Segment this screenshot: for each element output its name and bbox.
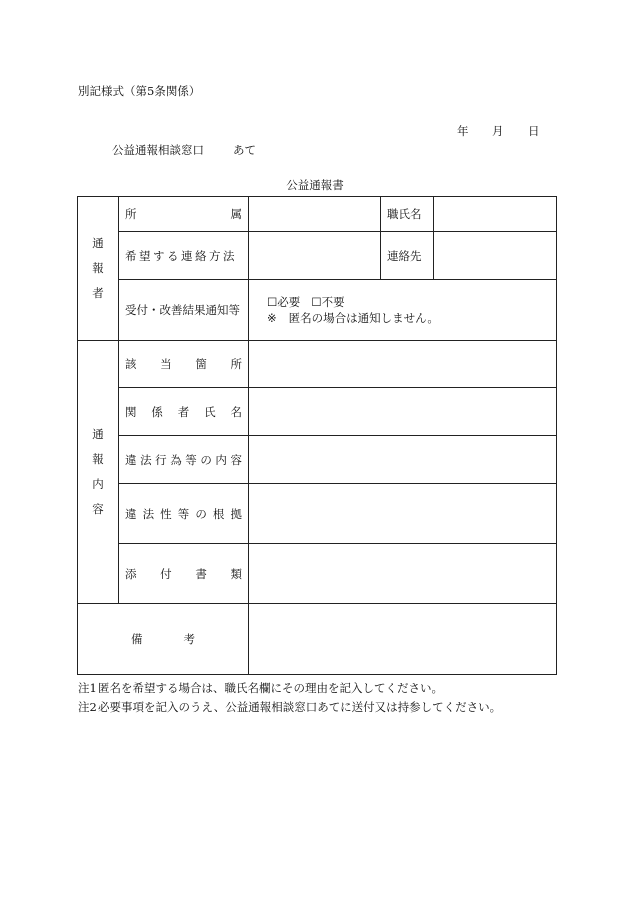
- note-1: [78, 680, 443, 696]
- location-label: 該 当 箇 所: [119, 341, 249, 388]
- date-year-label: 年: [457, 124, 469, 138]
- date-month-label: 月: [492, 124, 504, 138]
- name-label: 職氏名: [381, 197, 434, 232]
- attachments-label: 添 付 書 類: [119, 544, 249, 604]
- option-not-required-checkbox[interactable]: ☐不要: [311, 295, 345, 309]
- attachments-field[interactable]: [249, 544, 557, 604]
- related-person-label: 関 係 者 氏 名: [119, 388, 249, 436]
- reporter-group-label: 通 報 者: [78, 197, 119, 341]
- anonymous-note: 匿名の場合は通知しません。: [288, 311, 439, 325]
- date-day-label: 日: [528, 124, 540, 138]
- content-group-label: 通 報 内 容: [78, 341, 119, 604]
- addressee: 公益通報相談窓口: [112, 143, 204, 157]
- note-2-number: 注2: [78, 700, 97, 714]
- related-person-field[interactable]: [249, 388, 557, 436]
- note-2-text: 必要事項を記入のうえ、公益通報相談窓口あてに送付又は持参してください。: [98, 700, 502, 714]
- remarks-field[interactable]: [249, 604, 557, 675]
- name-field[interactable]: [434, 197, 557, 232]
- illegality-basis-label: 違 法 性 等 の 根 拠: [119, 484, 249, 544]
- affiliation-field[interactable]: [249, 197, 381, 232]
- document-title: 公益通報書: [286, 178, 344, 192]
- form-label: 別記様式（第5条関係）: [78, 84, 201, 98]
- addressee-suffix: あて: [233, 143, 256, 157]
- note-2: [78, 699, 501, 715]
- notification-options: [249, 280, 557, 341]
- option-required-checkbox[interactable]: ☐必要: [267, 295, 301, 309]
- violation-content-field[interactable]: [249, 436, 557, 484]
- remarks-label: 備 考: [78, 604, 249, 675]
- note-1-number: 注1: [78, 681, 97, 695]
- contact-label: 連絡先: [381, 232, 434, 280]
- violation-content-label: 違 法 行 為 等 の 内 容: [119, 436, 249, 484]
- note-mark: ※: [267, 311, 277, 325]
- location-field[interactable]: [249, 341, 557, 388]
- note-1-text: 匿名を希望する場合は、職氏名欄にその理由を記入してください。: [98, 681, 443, 695]
- notification-label: 受付・改善結果通知等: [119, 280, 249, 341]
- contact-method-label: 希望する連絡方法: [119, 232, 249, 280]
- contact-method-field[interactable]: [249, 232, 381, 280]
- illegality-basis-field[interactable]: [249, 484, 557, 544]
- contact-field[interactable]: [434, 232, 557, 280]
- affiliation-label: 所 属: [119, 197, 249, 232]
- report-form-table: [77, 196, 557, 675]
